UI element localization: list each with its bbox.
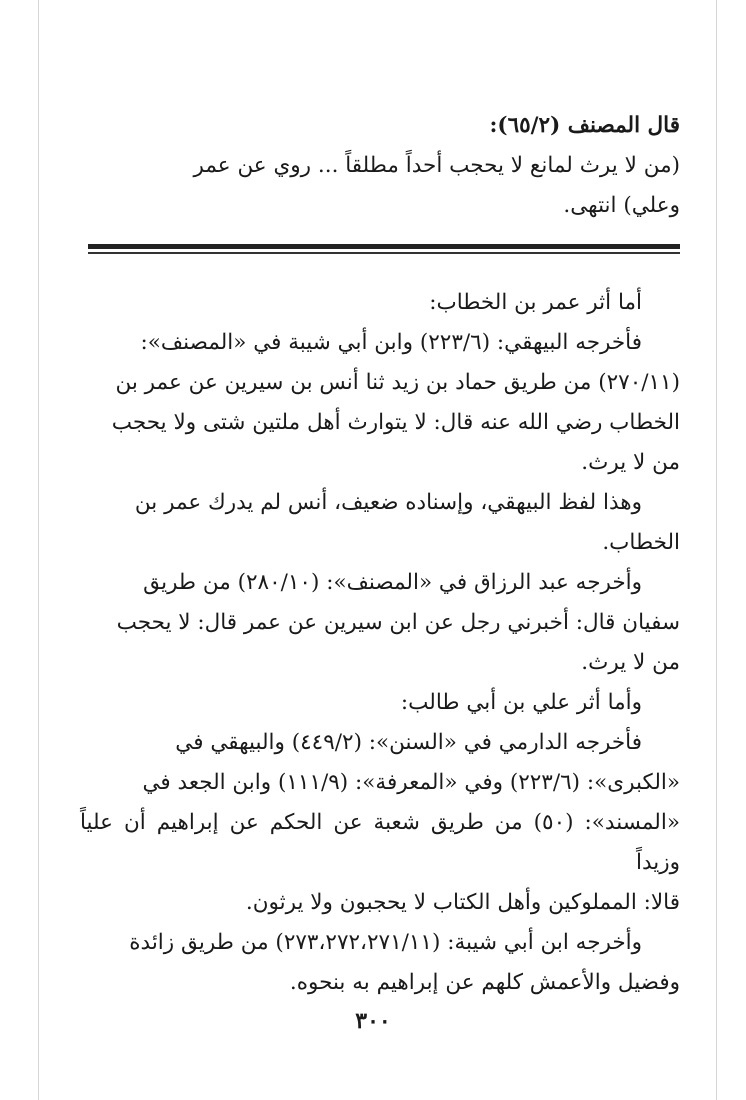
paragraph [80,923,680,1003]
paragraph [80,283,680,323]
text-line: الخطاب. [602,530,680,555]
divider-thick-line [88,244,680,249]
quoted-author-note [80,106,680,226]
commentary-body [80,283,680,1003]
text-line: وأما أثر علي بن أبي طالب: [400,690,642,715]
text-line: سفيان قال: أخبرني رجل عن ابن سيرين عن عمر قال: لا يحجب [116,610,680,635]
scan-edge-left [38,0,39,1100]
text-line: (٢٧٠/١١) من طريق حماد بن زيد ثنا أنس بن سيرين عن عمر بن [115,370,680,395]
section-divider [88,244,680,258]
paragraph [80,483,680,563]
text-line: من لا يرث. [581,450,680,475]
text-line: فأخرجه الدارمي في «السنن»: (٤٤٩/٢) والبيهقي في [175,730,642,755]
divider-thin-line [88,252,680,254]
paragraph [80,723,680,923]
page-number: ٣٠٠ [355,1008,391,1034]
text-line: وفضيل والأعمش كلهم عن إبراهيم به بنحوه. [289,970,680,995]
text-line: وأخرجه ابن أبي شيبة: (٢٧٣،٢٧٢،٢٧١/١١) من طريق زائدة [129,930,642,955]
text-line: فأخرجه البيهقي: (٢٢٣/٦) وابن أبي شيبة في «المصنف»: [140,330,642,355]
text-line: وأخرجه عبد الرزاق في «المصنف»: (٢٨٠/١٠) من طريق [143,570,642,595]
paragraph [80,323,680,483]
note-line: وعلي) انتهى. [563,193,680,218]
text-line: أما أثر عمر بن الخطاب: [429,290,642,315]
text-line: «المسند»: (٥٠) من طريق شعبة عن الحكم عن إبراهيم أن علياً وزيداً [80,810,680,875]
text-line: وهذا لفظ البيهقي، وإسناده ضعيف، أنس لم يدرك عمر بن [134,490,642,515]
text-line: الخطاب رضي الله عنه قال: لا يتوارث أهل ملتين شتى ولا يحجب [111,410,680,435]
text-line: من لا يرث. [581,650,680,675]
scan-edge-right [716,0,717,1100]
text-line: «الكبرى»: (٢٢٣/٦) وفي «المعرفة»: (١١١/٩) وابن الجعد في [142,770,680,795]
note-heading: قال المصنف (٦٥/٢): [489,113,680,138]
paragraph [80,563,680,683]
text-line: قالا: المملوكين وأهل الكتاب لا يحجبون ولا يرثون. [245,890,680,915]
paragraph [80,683,680,723]
note-line: (من لا يرث لمانع لا يحجب أحداً مطلقاً ... روي عن عمر [193,153,680,178]
